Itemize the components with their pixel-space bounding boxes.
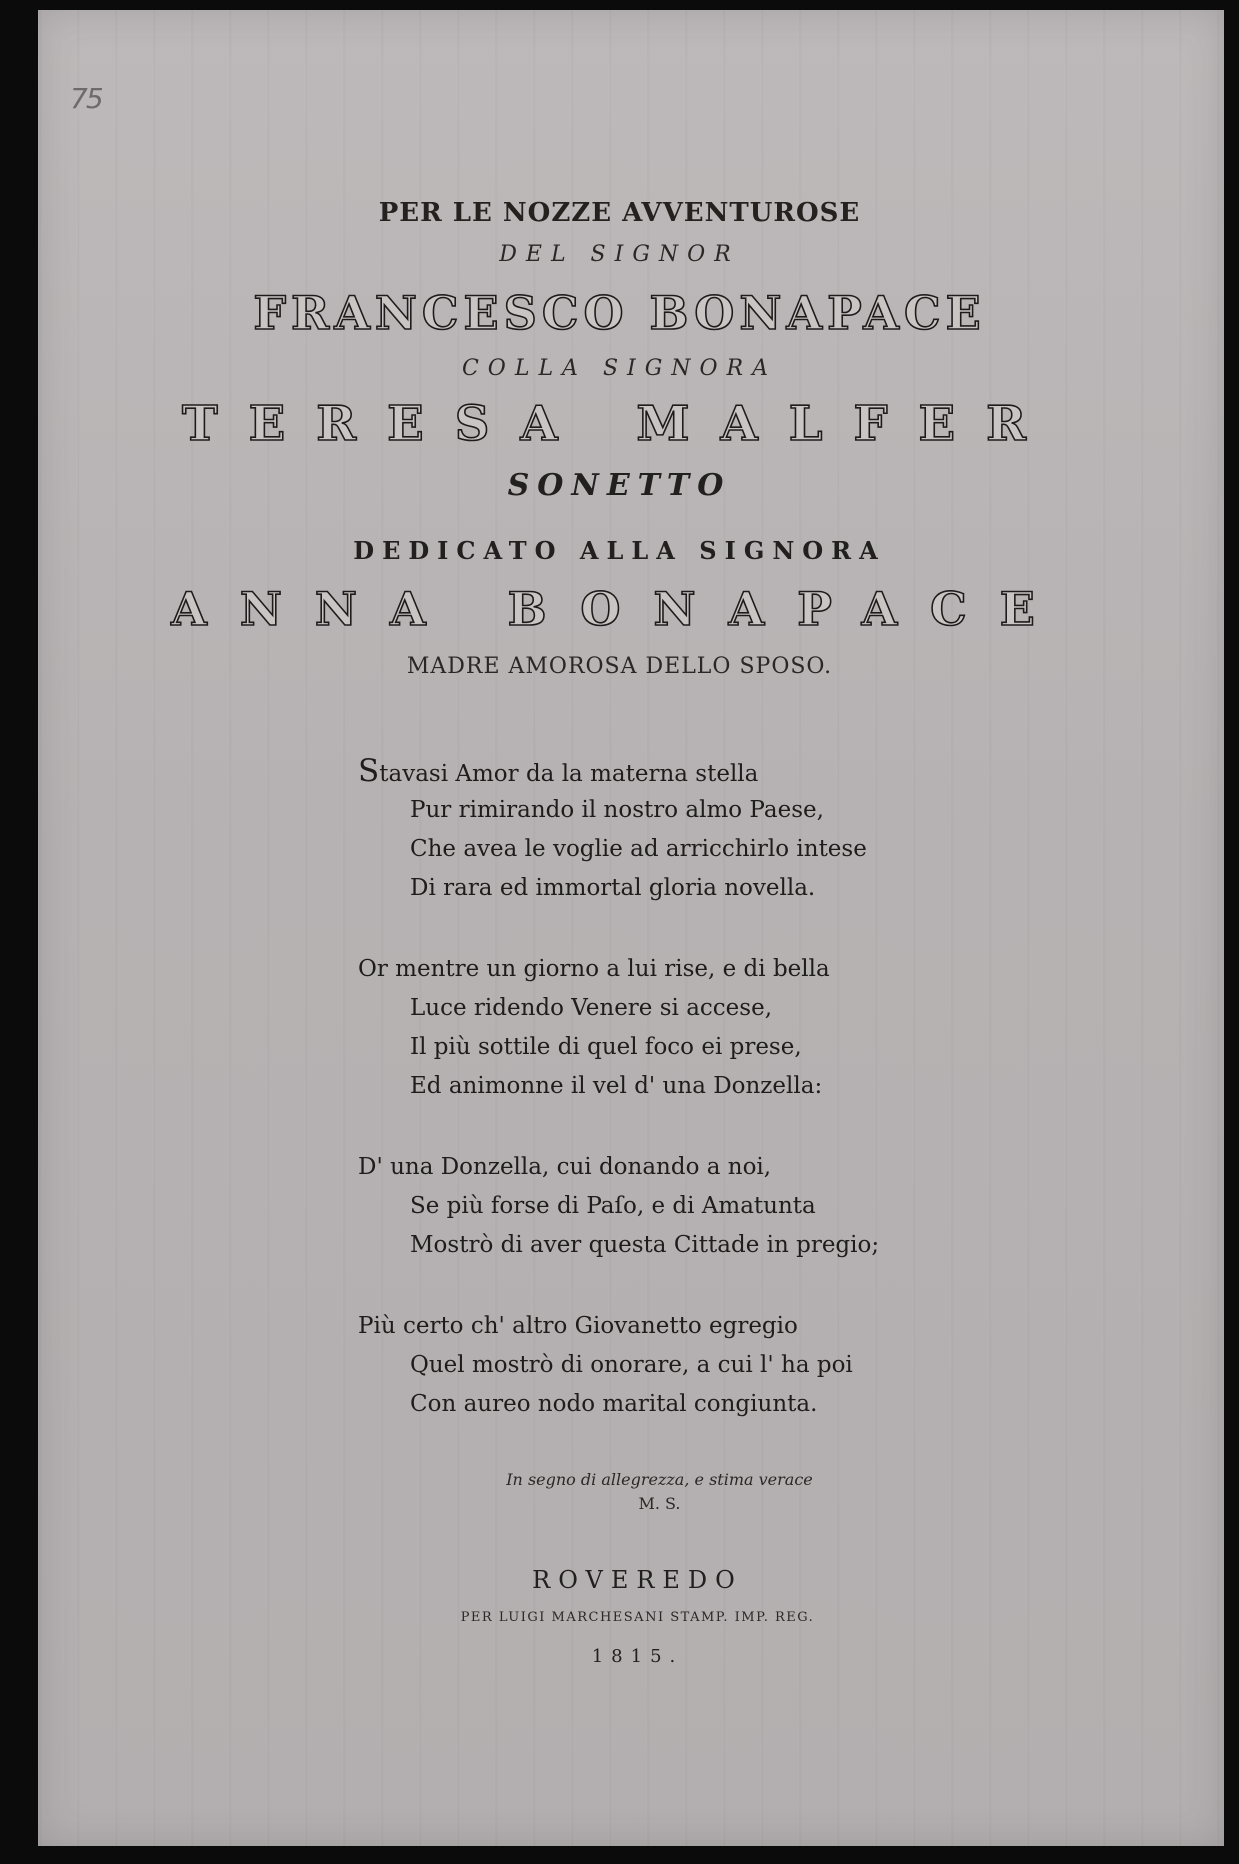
stanza-1: [358, 752, 998, 908]
verse-line: Mostrò di aver questa Cittade in pregio;: [410, 1232, 880, 1258]
stanza-4: [358, 1307, 998, 1424]
pencil-note: 75: [70, 82, 102, 115]
author-initials: M. S.: [638, 1494, 681, 1513]
imprint-city: ROVEREDO: [532, 1566, 743, 1594]
imprint-printer: PER LUIGI MARCHESANI STAMP. IMP. REG.: [460, 1610, 815, 1625]
title-line-2: DEL SIGNOR: [499, 242, 740, 267]
verse-line: Or mentre un giorno a lui rise, e di bella: [358, 956, 830, 982]
imprint-year: 1815.: [591, 1646, 684, 1667]
title-line-1: PER LE NOZZE AVVENTUROSE: [378, 198, 861, 228]
verse-line: D' una Donzella, cui donando a noi,: [358, 1154, 772, 1180]
genre-heading: SONETTO: [507, 468, 732, 503]
verse-line: Con aureo nodo marital congiunta.: [410, 1391, 818, 1417]
verse-line: Se più forse di Paſo, e di Amatunta: [410, 1193, 816, 1219]
bride-name: TERESA MALFER: [181, 396, 1058, 452]
stanza-2: [358, 950, 998, 1106]
groom-name: FRANCESCO BONAPACE: [253, 286, 986, 340]
stanza-3: [358, 1148, 998, 1265]
verse-line: Luce ridendo Venere si accese,: [410, 995, 773, 1021]
verse-text: tavasi Amor da la materna stella: [379, 761, 759, 787]
verse-line: Ed animonne il vel d' una Donzella:: [410, 1073, 823, 1099]
verse-line: Più certo ch' altro Giovanetto egregio: [358, 1313, 798, 1339]
initial-letter: S: [358, 753, 380, 789]
dedication-line: DEDICATO ALLA SIGNORA: [353, 536, 886, 565]
signature-motto: In segno di allegrezza, e stima verace: [506, 1470, 813, 1489]
dedicatee-role: MADRE AMOROSA DELLO SPOSO.: [406, 654, 833, 679]
verse-line: Che avea le voglie ad arricchirlo intese: [410, 836, 867, 862]
verse-line: Quel mostrò di onorare, a cui l' ha poi: [410, 1352, 853, 1378]
title-line-4: COLLA SIGNORA: [461, 356, 778, 381]
dedicatee-name: ANNA BONAPACE: [171, 582, 1068, 636]
verse-line: Pur rimirando il nostro almo Paese,: [410, 797, 824, 823]
sonnet-body: [358, 752, 998, 1466]
verse-line: Di rara ed immortal gloria novella.: [410, 875, 816, 901]
verse-line: [358, 752, 998, 791]
verse-line: Il più sottile di quel foco ei prese,: [410, 1034, 802, 1060]
